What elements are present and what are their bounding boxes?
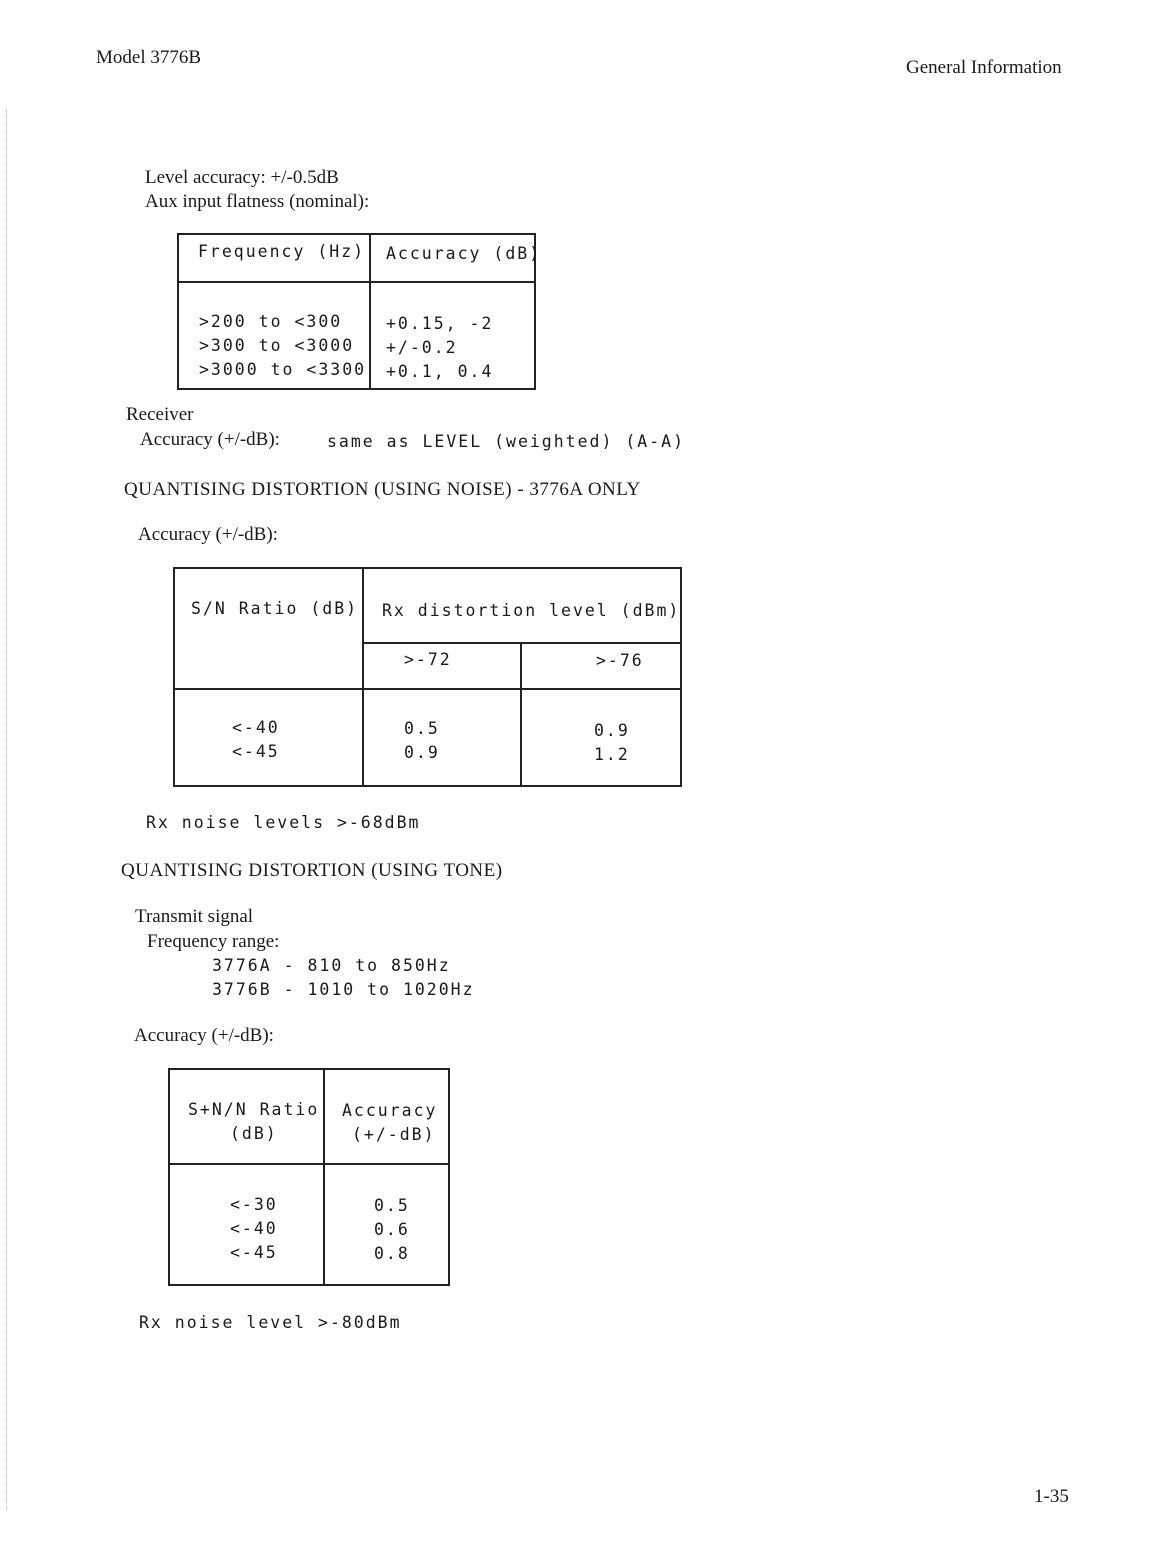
table-cell: <-45 — [232, 742, 280, 761]
table-subheader-rule — [362, 642, 682, 644]
table-subheader: >-72 — [404, 650, 452, 669]
table-header-rule — [177, 281, 536, 283]
table-cell: >3000 to <3300 — [199, 360, 367, 379]
table-cell: 0.6 — [374, 1220, 410, 1239]
table-cell: 0.9 — [594, 721, 630, 740]
table-header: Rx distortion level (dBm) — [382, 601, 681, 620]
table-cell: 0.9 — [404, 743, 440, 762]
model-header: Model 3776B — [96, 47, 202, 68]
frequency-range-item: 3776A - 810 to 850Hz — [212, 956, 451, 975]
table-divider — [323, 1068, 325, 1286]
table-cell: >200 to <300 — [199, 312, 343, 331]
table-header: Frequency (Hz) — [198, 242, 366, 261]
table-subheader: >-76 — [596, 651, 644, 670]
table-cell: 0.5 — [404, 719, 440, 738]
qd-noise-heading: QUANTISING DISTORTION (USING NOISE) - 3776A ONLY — [124, 479, 641, 500]
section-header: General Information — [906, 57, 1062, 78]
page-number: 1-35 — [1034, 1486, 1069, 1507]
table-cell: +0.1, 0.4 — [386, 362, 494, 381]
table-cell: <-40 — [232, 718, 280, 737]
frequency-range-item: 3776B - 1010 to 1020Hz — [212, 980, 475, 999]
aux-flatness-title: Aux input flatness (nominal): — [145, 191, 370, 212]
table-header: Accuracy — [342, 1101, 438, 1120]
qd-noise-accuracy-label: Accuracy (+/-dB): — [138, 524, 278, 545]
table-cell: 0.5 — [374, 1196, 410, 1215]
qd-tone-note: Rx noise level >-80dBm — [139, 1313, 402, 1332]
table-divider — [369, 233, 371, 390]
table-header-rule — [168, 1163, 450, 1165]
transmit-signal-title: Transmit signal — [135, 906, 254, 927]
receiver-accuracy-label: Accuracy (+/-dB): — [140, 429, 280, 450]
qd-tone-heading: QUANTISING DISTORTION (USING TONE) — [121, 860, 503, 881]
table-header: S/N Ratio (dB) — [191, 599, 359, 618]
table-divider — [520, 642, 522, 787]
table-cell: 0.8 — [374, 1244, 410, 1263]
table-cell: 1.2 — [594, 745, 630, 764]
receiver-title: Receiver — [126, 404, 194, 425]
qd-noise-note: Rx noise levels >-68dBm — [146, 813, 421, 832]
frequency-range-label: Frequency range: — [147, 931, 280, 952]
table-header: S+N/N Ratio — [188, 1100, 320, 1119]
table-header-rule — [173, 688, 682, 690]
table-divider — [362, 567, 364, 787]
table-header: (dB) — [230, 1124, 278, 1143]
table-cell: >300 to <3000 — [199, 336, 355, 355]
scan-edge-mark — [6, 110, 7, 1510]
table-cell: <-45 — [230, 1243, 278, 1262]
table-cell: <-40 — [230, 1219, 278, 1238]
table-cell: +0.15, -2 — [386, 314, 494, 333]
table-header: (+/-dB) — [352, 1125, 436, 1144]
receiver-accuracy-value: same as LEVEL (weighted) (A-A) — [327, 432, 686, 451]
table-cell: <-30 — [230, 1195, 278, 1214]
qd-tone-accuracy-label: Accuracy (+/-dB): — [134, 1025, 274, 1046]
level-accuracy: Level accuracy: +/-0.5dB — [145, 167, 339, 188]
table-header: Accuracy (dB) — [386, 244, 542, 263]
table-cell: +/-0.2 — [386, 338, 458, 357]
